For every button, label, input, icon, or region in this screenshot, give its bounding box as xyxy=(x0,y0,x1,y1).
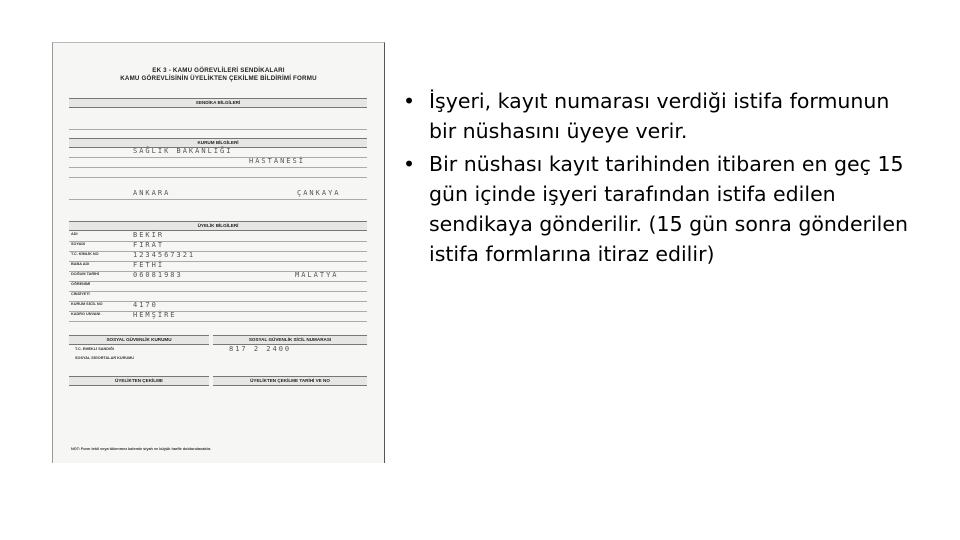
row-label: ADI xyxy=(71,232,78,236)
section-withdrawal: ÜYELİKTEN ÇEKİLME xyxy=(69,376,209,386)
province-value: ANKARA xyxy=(133,189,171,197)
bullet-list xyxy=(403,86,923,270)
bullet-item xyxy=(403,149,923,270)
workplace-address-row xyxy=(69,167,367,178)
row-value: HEMŞİRE xyxy=(133,311,177,319)
ssn-value: 817 2 2400 xyxy=(229,345,292,353)
row-value: BEKİR xyxy=(133,231,165,239)
row-label: T.C. KİMLİK NO xyxy=(71,252,99,256)
row-label: KURUM SİCİL NO xyxy=(71,302,103,306)
ssk-option-1: T.C. EMEKLİ SANDIĞI xyxy=(75,347,115,351)
birthplace-value: MALATYA xyxy=(295,271,339,279)
row-value: FIRAT xyxy=(133,241,165,249)
bullet-icon: • xyxy=(403,151,416,176)
city-value: ÇANKAYA xyxy=(297,189,341,197)
row-label: ÖĞRENİMİ xyxy=(71,282,91,286)
bullet-icon: • xyxy=(403,89,416,113)
bullet-text: İşyeri, kayıt numarası verdiği istifa formunun bir nüshasını üyeye verir. xyxy=(429,89,890,144)
section-institution-info: KURUM BİLGİLERİ xyxy=(69,138,367,148)
section-withdrawal-date: ÜYELİKTEN ÇEKİLME TARİHİ VE NO xyxy=(213,376,367,386)
province-row xyxy=(69,189,367,200)
union-info-row xyxy=(69,107,367,130)
section-social-security: SOSYAL GÜVENLİK KURUMU xyxy=(69,335,209,345)
section-ssn: SOSYAL GÜVENLİK SİCİL NUMARASI xyxy=(213,335,367,345)
section-membership-info: ÜYELİK BİLGİLERİ xyxy=(69,221,367,231)
row-label: DOĞUM TARİHİ xyxy=(71,272,99,276)
row-label: CİNSİYETİ xyxy=(71,292,90,296)
form-title-line1: EK 3 - KAMU GÖREVLİLERİ SENDİKALARI xyxy=(152,67,285,74)
form-row xyxy=(69,311,367,322)
bullet-item xyxy=(403,86,923,147)
ssk-option-2: SOSYAL SİGORTALAR KURUMU xyxy=(75,356,134,360)
institution-value: SAĞLIK BAKANLIĞI xyxy=(133,147,233,155)
row-label: KADRO UNVANI xyxy=(71,312,101,316)
row-value: 1234567321 xyxy=(133,251,196,259)
form-scan-image xyxy=(52,42,385,463)
form-note: NOT: Form tekli veya tükenmez kalemle siyah ve büyük harfle doldurulacaktır. xyxy=(71,447,212,451)
row-value: FETHİ xyxy=(133,261,165,269)
row-label: SOYADI xyxy=(71,242,86,246)
form-title-line2: KAMU GÖREVLİSİNİN ÜYELİKTEN ÇEKİLME BİLDİRİMİ FORMU xyxy=(120,75,317,82)
row-value: 4170 xyxy=(133,301,158,309)
row-value: 06081983 xyxy=(133,271,183,279)
bullet-text: Bir nüshası kayıt tarihinden itibaren en geç 15 gün içinde işyeri tarafından istifa edilen sendikaya gönderilir. (15 gün sonra gönderilen istifa formlarına itiraz edilir) xyxy=(429,151,908,267)
section-union-info: SENDİKA BİLGİLERİ xyxy=(69,98,367,108)
row-label: BABA ADI xyxy=(71,262,90,266)
workplace-value: HASTANESİ xyxy=(249,157,305,165)
